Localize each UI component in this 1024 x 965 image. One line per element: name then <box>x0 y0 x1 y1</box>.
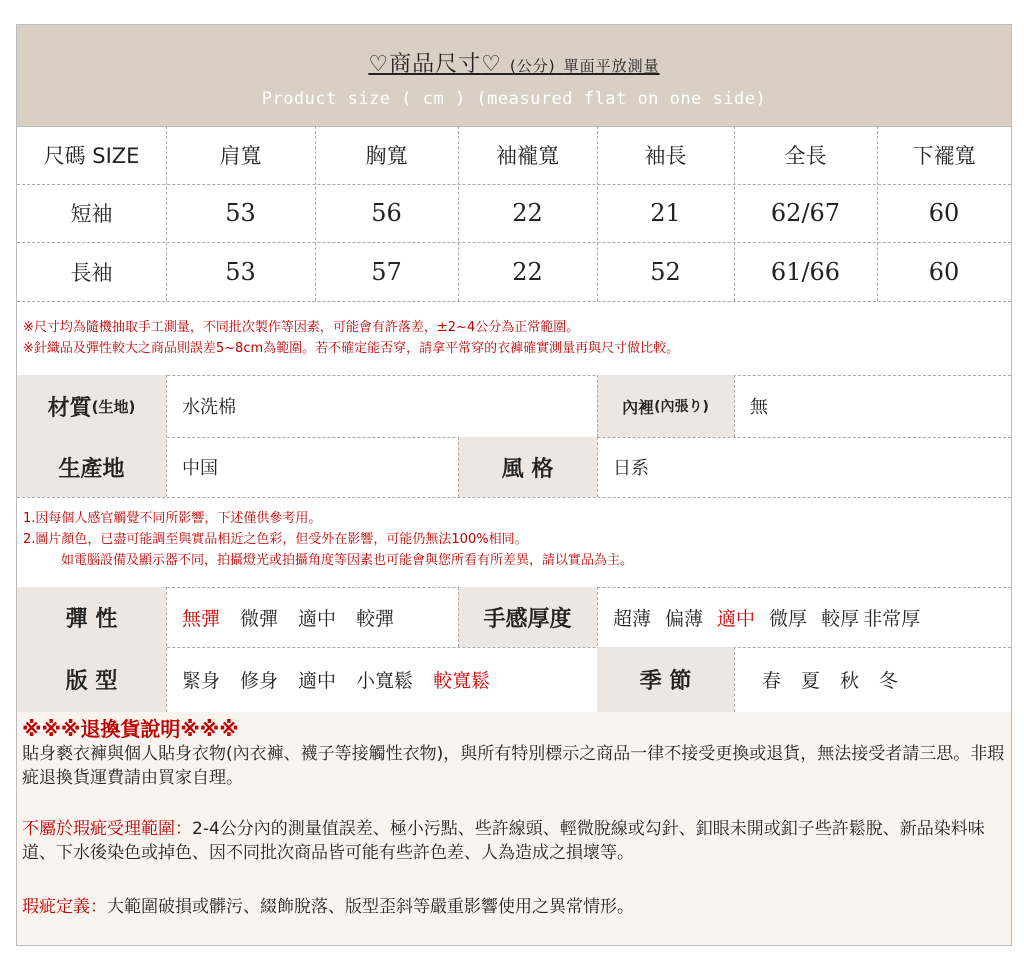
material-value: 水洗棉 <box>182 397 236 418</box>
chart-title <box>17 47 1011 78</box>
option-selected: 較寬鬆 <box>433 670 491 692</box>
chart-title-unit: (公分) <box>509 57 556 75</box>
option: 偏薄 <box>665 607 704 630</box>
option: 小寬鬆 <box>356 670 414 692</box>
thickness-label: 手感厚度 <box>458 587 597 647</box>
chart-subtitle: Product size ( cm ) (measured flat on one side) <box>261 89 767 109</box>
table-cell: 56 <box>371 199 402 227</box>
option: 微彈 <box>240 607 279 630</box>
season-label: 季 節 <box>597 647 734 712</box>
table-cell: 22 <box>512 257 543 286</box>
table-cell: 57 <box>371 257 402 286</box>
return-text: 貼身褻衣褲與個人貼身衣物(內衣褲、襪子等接觸性衣物)，與所有特別標示之商品一律不接受更換或退貨，無法接受者請三思。非瑕疵退換貨運費請由買家自理。 <box>22 744 1005 788</box>
option: 非常厚 <box>863 607 921 630</box>
size-chart-header <box>17 25 1011 126</box>
elasticity-options <box>166 587 458 647</box>
thickness-options <box>597 587 1011 647</box>
option: 超薄 <box>613 607 652 630</box>
lining-label: 內裡 (內張り) <box>597 375 734 437</box>
style-value: 日系 <box>613 458 649 479</box>
chart-title-method: 單面平放測量 <box>563 57 660 75</box>
size-chart-panel <box>16 24 1012 946</box>
color-note: 如電腦設備及顯示器不同，拍攝燈光或拍攝角度等因素也可能會與您所看有所差異，請以實品為主。 <box>61 553 634 568</box>
heart-icon: ♡ <box>368 52 390 77</box>
material-label: 材質 (生地) <box>17 375 166 437</box>
option: 適中 <box>298 607 337 630</box>
table-cell: 53 <box>225 199 256 227</box>
option: 夏 <box>801 670 821 692</box>
table-cell: 53 <box>225 257 256 286</box>
option-selected: 適中 <box>717 607 756 630</box>
size-note: ※針織品及彈性較大之商品則誤差5~8cm為範圍。若不確定能否穿，請拿平常穿的衣褲確實測量再與尺寸做比較。 <box>23 341 680 356</box>
table-cell: 62/67 <box>770 199 841 227</box>
option: 秋 <box>840 670 860 692</box>
option: 較彈 <box>356 607 395 630</box>
table-cell: 60 <box>928 257 960 286</box>
lining-value: 無 <box>750 397 768 418</box>
table-cell: 21 <box>650 199 681 227</box>
return-title: ※※※退換貨說明※※※ <box>22 717 239 741</box>
table-cell: 52 <box>650 257 681 286</box>
col-header-hem: 下襬寬 <box>912 144 976 168</box>
return-policy <box>17 712 1011 945</box>
defect-definition: 瑕疵定義：大範圍破損或髒污、綴飾脫落、版型歪斜等嚴重影響使用之異常情形。 <box>22 897 634 917</box>
option-selected: 無彈 <box>182 607 221 630</box>
option: 較厚 <box>821 607 860 630</box>
color-note: 1.因每個人感官觸覺不同所影響，下述僅供參考用。 <box>23 511 322 526</box>
table-cell: 22 <box>512 199 543 227</box>
style-label: 風 格 <box>458 437 597 497</box>
option: 冬 <box>879 670 899 692</box>
option: 適中 <box>298 670 337 692</box>
table-cell: 60 <box>928 199 960 227</box>
option: 微厚 <box>769 607 808 630</box>
fit-options <box>166 647 597 712</box>
option: 緊身 <box>182 670 221 692</box>
row-label-long-sleeve: 長袖 <box>70 260 113 285</box>
table-cell: 61/66 <box>770 257 841 286</box>
row-label-short-sleeve: 短袖 <box>70 202 113 226</box>
option: 修身 <box>240 670 279 692</box>
col-header-size: 尺碼 SIZE <box>43 144 140 168</box>
col-header-chest: 胸寬 <box>365 144 408 168</box>
origin-value: 中国 <box>182 458 218 479</box>
elasticity-label: 彈 性 <box>17 587 166 647</box>
defect-exclusions: 不屬於瑕疵受理範圍：2-4公分內的測量值誤差、極小污點、些許線頭、輕微脫線或勾針、釦眼未開或釦子些許鬆脫、新品染料味道、下水後染色或掉色、因不同批次商品皆可能有些許色差、人為造成之損壞等。 <box>22 819 985 863</box>
col-header-length: 全長 <box>784 144 827 168</box>
chart-title-text: 商品尺寸 <box>389 52 482 77</box>
heart-icon: ♡ <box>481 52 502 77</box>
color-note: 2.圖片顏色，已盡可能調至與實品相近之色彩，但受外在影響，可能仍無法100%相同。 <box>23 532 528 547</box>
col-header-sleeve: 袖長 <box>644 144 687 168</box>
size-note: ※尺寸均為隨機抽取手工測量，不同批次製作等因素，可能會有許落差，±2~4公分為正常範圍。 <box>23 320 580 335</box>
col-header-armhole: 袖襱寬 <box>496 144 559 168</box>
origin-label: 生產地 <box>17 437 166 497</box>
season-options <box>734 647 1011 712</box>
option: 春 <box>762 670 782 692</box>
col-header-shoulder: 肩寬 <box>219 144 262 168</box>
fit-label: 版 型 <box>17 647 166 712</box>
